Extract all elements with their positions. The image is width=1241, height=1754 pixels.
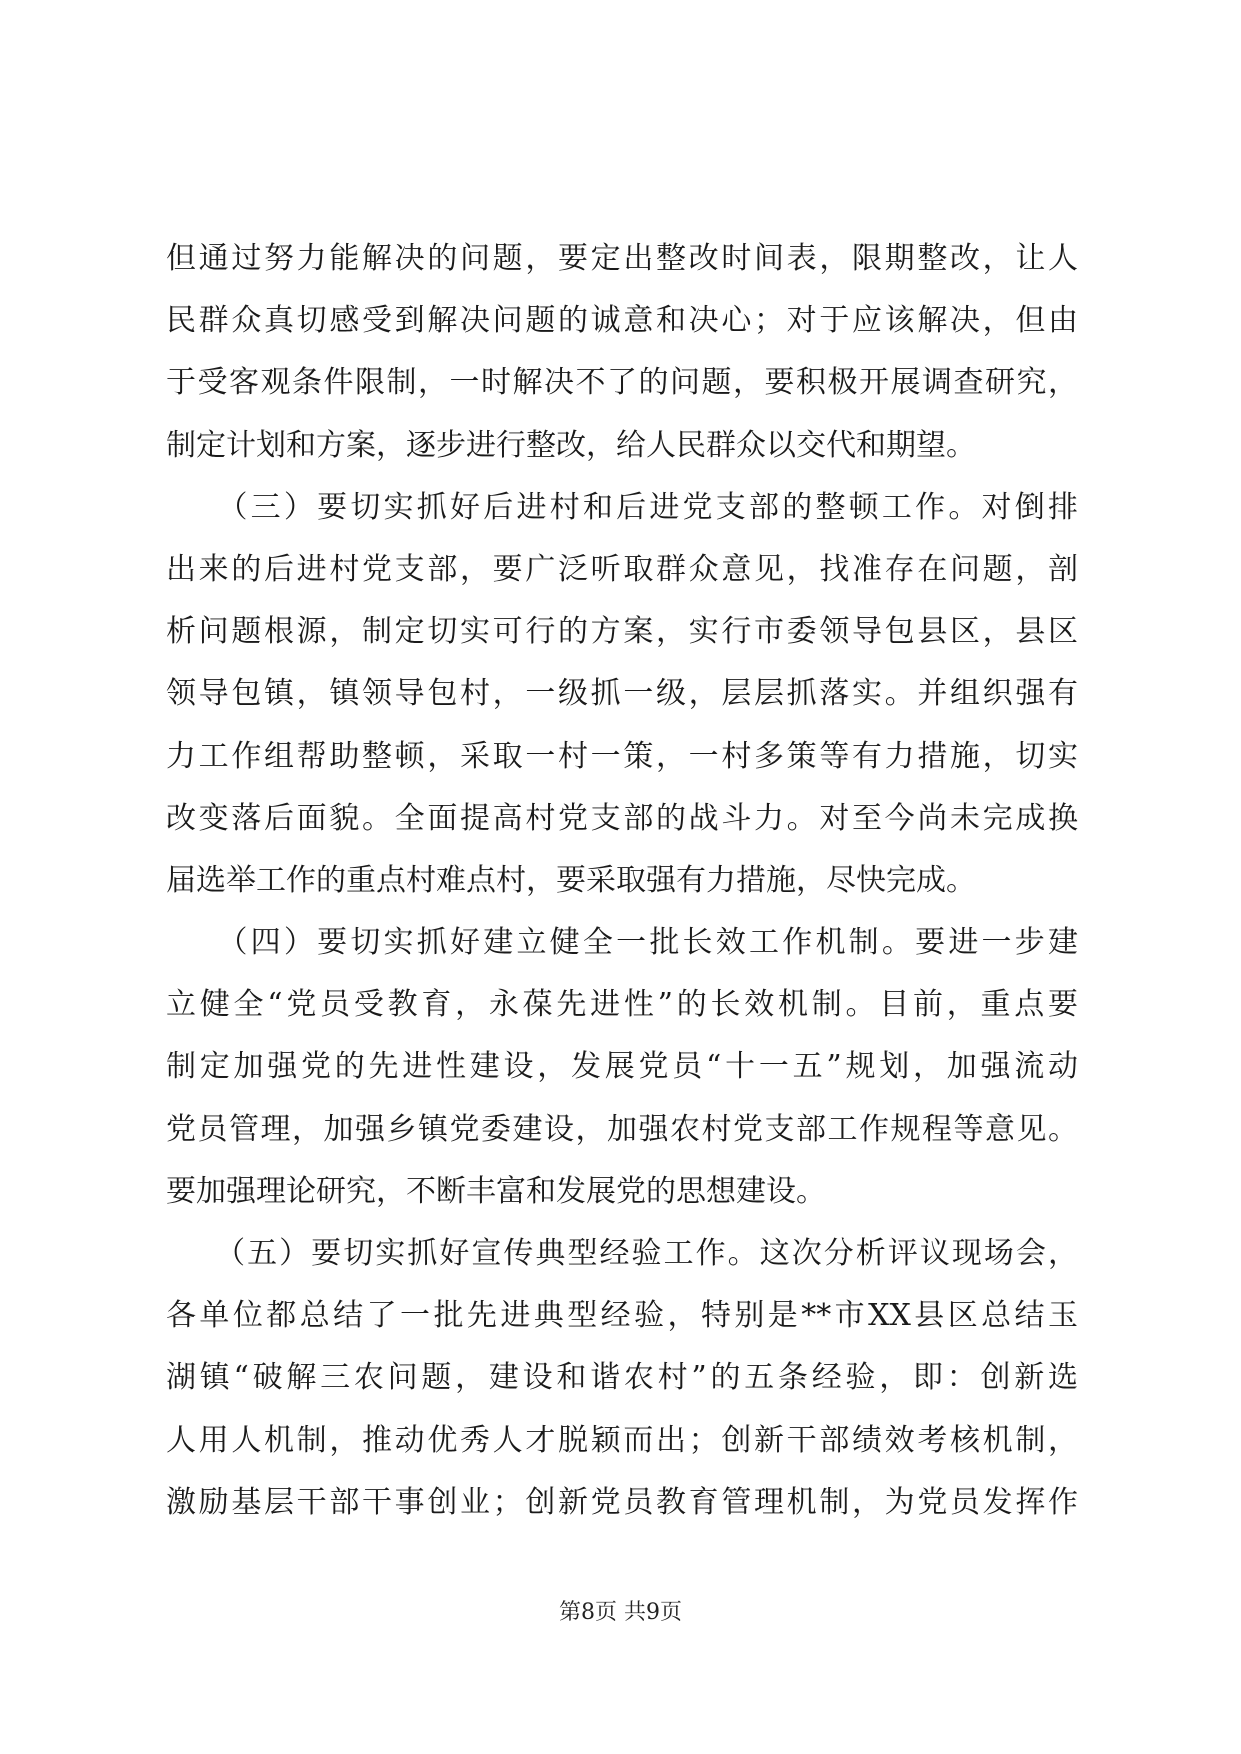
- text-line: 湖镇“破解三农问题，建设和谐农村”的五条经验，即：创新选: [166, 1360, 1078, 1396]
- text-line: 领导包镇，镇领导包村，一级抓一级，层层抓落实。并组织强有: [166, 676, 1078, 712]
- text-line: 析问题根源，制定切实可行的方案，实行市委领导包县区，县区: [166, 614, 1078, 650]
- text-line: 党员管理，加强乡镇党委建设，加强农村党支部工作规程等意见。: [166, 1111, 1078, 1147]
- text-line: 人用人机制，推动优秀人才脱颖而出；创新干部绩效考核机制，: [166, 1422, 1078, 1458]
- text-line: 出来的后进村党支部，要广泛听取群众意见，找准存在问题，剖: [166, 551, 1078, 587]
- text-line: 各单位都总结了一批先进典型经验，特别是**市XX县区总结玉: [166, 1298, 1078, 1334]
- text-line: 立健全“党员受教育，永葆先进性”的长效机制。目前，重点要: [166, 987, 1078, 1023]
- text-line: （五）要切实抓好宣传典型经验工作。这次分析评议现场会，: [166, 1236, 1078, 1271]
- text-line: 于受客观条件限制，一时解决不了的问题，要积极开展调查研究，: [166, 365, 1078, 401]
- text-line: 制定加强党的先进性建设，发展党员“十一五”规划，加强流动: [166, 1049, 1078, 1085]
- text-line: 改变落后面貌。全面提高村党支部的战斗力。对至今尚未完成换: [166, 800, 1078, 836]
- text-line: （四）要切实抓好建立健全一批长效工作机制。要进一步建: [166, 925, 1078, 961]
- text-line: 但通过努力能解决的问题，要定出整改时间表，限期整改，让人: [166, 241, 1078, 276]
- text-line: 届选举工作的重点村难点村，要采取强有力措施，尽快完成。: [166, 862, 976, 898]
- text-line: （三）要切实抓好后进村和后进党支部的整顿工作。对倒排: [166, 489, 1078, 525]
- text-line: 激励基层干部干事创业；创新党员教育管理机制，为党员发挥作: [166, 1484, 1078, 1520]
- text-line: 民群众真切感受到解决问题的诚意和决心；对于应该解决，但由: [166, 303, 1078, 339]
- text-line: 力工作组帮助整顿，采取一村一策，一村多策等有力措施，切实: [166, 738, 1078, 774]
- document-body: [166, 228, 1078, 1534]
- page-number-footer: 第8页 共9页: [559, 1600, 682, 1625]
- text-line: 要加强理论研究，不断丰富和发展党的思想建设。: [166, 1173, 826, 1209]
- text-line: 制定计划和方案，逐步进行整改，给人民群众以交代和期望。: [166, 427, 976, 463]
